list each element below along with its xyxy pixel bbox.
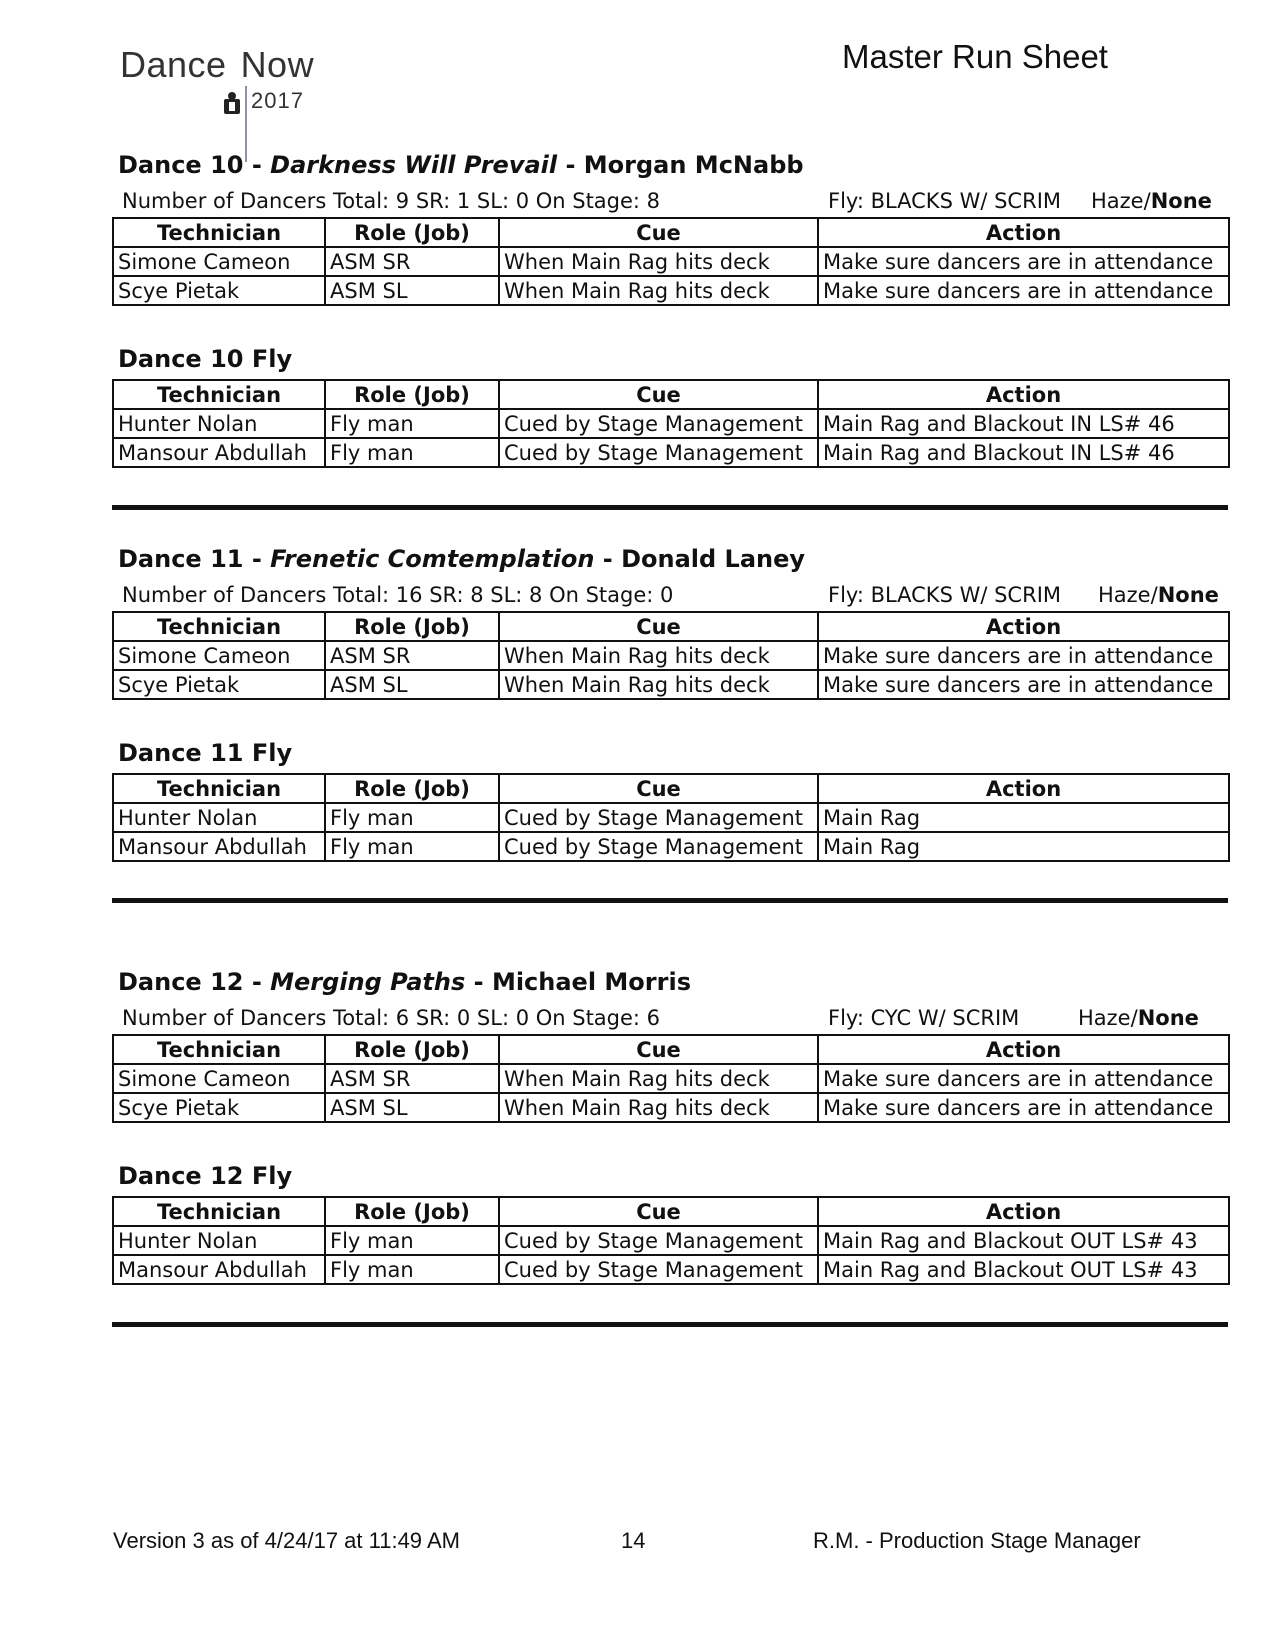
- dance-info-row: [122, 1006, 1227, 1034]
- crew-table: [112, 611, 1230, 700]
- cell-action: Main Rag and Blackout OUT LS# 43: [818, 1255, 1229, 1284]
- col-cue: Cue: [499, 1035, 818, 1064]
- cell-cue: When Main Rag hits deck: [499, 247, 818, 276]
- table-row: [113, 409, 1229, 438]
- fly-table: [112, 773, 1230, 862]
- col-technician: Technician: [113, 1035, 325, 1064]
- cell-role: Fly man: [325, 438, 499, 467]
- dance-work-title: Frenetic Comtemplation: [270, 545, 595, 573]
- cell-action: Make sure dancers are in attendance: [818, 641, 1229, 670]
- dance-title: [118, 968, 691, 996]
- cell-cue: Cued by Stage Management: [499, 803, 818, 832]
- table-header-row: [113, 1197, 1229, 1226]
- cell-technician: Scye Pietak: [113, 276, 325, 305]
- table-row: [113, 1064, 1229, 1093]
- cell-role: Fly man: [325, 1255, 499, 1284]
- col-cue: Cue: [499, 1197, 818, 1226]
- cell-technician: Mansour Abdullah: [113, 1255, 325, 1284]
- cell-role: Fly man: [325, 803, 499, 832]
- section-divider: [112, 505, 1228, 510]
- col-action: Action: [818, 1197, 1229, 1226]
- logo-name: [120, 44, 314, 86]
- dance-choreographer: - Morgan McNabb: [565, 151, 804, 179]
- cell-cue: Cued by Stage Management: [499, 1226, 818, 1255]
- col-role: Role (Job): [325, 774, 499, 803]
- logo-mark-icon: [222, 90, 242, 116]
- table-row: [113, 832, 1229, 861]
- cell-cue: When Main Rag hits deck: [499, 1093, 818, 1122]
- cell-action: Make sure dancers are in attendance: [818, 1093, 1229, 1122]
- dancer-counts: Number of Dancers Total: 6 SR: 0 SL: 0 On Stage: 6: [122, 1006, 661, 1030]
- cell-technician: Simone Cameon: [113, 1064, 325, 1093]
- fly-table: [112, 379, 1230, 468]
- table-row: [113, 670, 1229, 699]
- cell-role: Fly man: [325, 409, 499, 438]
- cell-role: ASM SL: [325, 1093, 499, 1122]
- cell-cue: Cued by Stage Management: [499, 832, 818, 861]
- cell-action: Main Rag and Blackout IN LS# 46: [818, 438, 1229, 467]
- cell-cue: When Main Rag hits deck: [499, 641, 818, 670]
- footer-page-number: 14: [621, 1528, 646, 1553]
- cell-technician: Simone Cameon: [113, 247, 325, 276]
- sheet-title: Master Run Sheet: [842, 38, 1108, 75]
- cell-technician: Scye Pietak: [113, 670, 325, 699]
- col-technician: Technician: [113, 1197, 325, 1226]
- fly-setting: Fly: BLACKS W/ SCRIM: [828, 583, 1061, 607]
- cell-role: ASM SR: [325, 641, 499, 670]
- dance-title: [118, 545, 805, 573]
- dance-work-title: Merging Paths: [270, 968, 466, 996]
- footer-author: R.M. - Production Stage Manager: [813, 1528, 1141, 1553]
- cell-technician: Mansour Abdullah: [113, 832, 325, 861]
- dance-number: Dance 10 -: [118, 151, 262, 179]
- dance-title: [118, 151, 804, 179]
- crew-table: [112, 1034, 1230, 1123]
- crew-table: [112, 217, 1230, 306]
- col-action: Action: [818, 612, 1229, 641]
- fly-section-title: Dance 10 Fly: [118, 345, 293, 373]
- cell-cue: Cued by Stage Management: [499, 438, 818, 467]
- dance-number: Dance 11 -: [118, 545, 262, 573]
- col-cue: Cue: [499, 380, 818, 409]
- logo-name-now: Now: [240, 44, 315, 85]
- cell-technician: Scye Pietak: [113, 1093, 325, 1122]
- cell-action: Main Rag and Blackout IN LS# 46: [818, 409, 1229, 438]
- col-cue: Cue: [499, 218, 818, 247]
- cell-action: Make sure dancers are in attendance: [818, 247, 1229, 276]
- table-row: [113, 1226, 1229, 1255]
- cell-role: Fly man: [325, 1226, 499, 1255]
- table-header-row: [113, 380, 1229, 409]
- col-cue: Cue: [499, 774, 818, 803]
- cell-action: Main Rag: [818, 803, 1229, 832]
- col-technician: Technician: [113, 774, 325, 803]
- cell-action: Make sure dancers are in attendance: [818, 670, 1229, 699]
- col-action: Action: [818, 774, 1229, 803]
- dance-number: Dance 12 -: [118, 968, 262, 996]
- table-header-row: [113, 612, 1229, 641]
- cell-cue: Cued by Stage Management: [499, 1255, 818, 1284]
- col-role: Role (Job): [325, 380, 499, 409]
- fly-setting: Fly: BLACKS W/ SCRIM: [828, 189, 1061, 213]
- cell-cue: When Main Rag hits deck: [499, 1064, 818, 1093]
- cell-cue: When Main Rag hits deck: [499, 276, 818, 305]
- dancer-counts: Number of Dancers Total: 16 SR: 8 SL: 8 On Stage: 0: [122, 583, 674, 607]
- cell-technician: Hunter Nolan: [113, 1226, 325, 1255]
- dancer-counts: Number of Dancers Total: 9 SR: 1 SL: 0 On Stage: 8: [122, 189, 661, 213]
- cell-role: ASM SL: [325, 276, 499, 305]
- dance-choreographer: - Donald Laney: [602, 545, 806, 573]
- col-action: Action: [818, 218, 1229, 247]
- logo-name-dance: Dance: [120, 44, 227, 85]
- footer-version: Version 3 as of 4/24/17 at 11:49 AM: [113, 1528, 460, 1553]
- cell-role: Fly man: [325, 832, 499, 861]
- cell-action: Main Rag: [818, 832, 1229, 861]
- fly-setting: Fly: CYC W/ SCRIM: [828, 1006, 1020, 1030]
- table-header-row: [113, 1035, 1229, 1064]
- fly-section-title: Dance 11 Fly: [118, 739, 293, 767]
- table-row: [113, 641, 1229, 670]
- cell-role: ASM SR: [325, 1064, 499, 1093]
- cell-technician: Mansour Abdullah: [113, 438, 325, 467]
- table-row: [113, 803, 1229, 832]
- table-row: [113, 276, 1229, 305]
- logo-year: 2017: [251, 88, 304, 113]
- table-row: [113, 1255, 1229, 1284]
- dance-now-logo: [120, 44, 330, 124]
- dance-info-row: [122, 189, 1227, 217]
- haze-setting: Haze/None: [1078, 1006, 1199, 1030]
- table-header-row: [113, 774, 1229, 803]
- cell-cue: Cued by Stage Management: [499, 409, 818, 438]
- cell-action: Make sure dancers are in attendance: [818, 1064, 1229, 1093]
- cell-technician: Simone Cameon: [113, 641, 325, 670]
- col-action: Action: [818, 1035, 1229, 1064]
- cell-role: ASM SR: [325, 247, 499, 276]
- col-role: Role (Job): [325, 612, 499, 641]
- fly-table: [112, 1196, 1230, 1285]
- col-technician: Technician: [113, 612, 325, 641]
- dance-choreographer: - Michael Morris: [473, 968, 691, 996]
- table-row: [113, 247, 1229, 276]
- haze-setting: Haze/None: [1091, 189, 1212, 213]
- dance-info-row: [122, 583, 1227, 611]
- col-action: Action: [818, 380, 1229, 409]
- col-technician: Technician: [113, 380, 325, 409]
- table-row: [113, 1093, 1229, 1122]
- haze-setting: Haze/None: [1098, 583, 1219, 607]
- section-divider: [112, 898, 1228, 903]
- cell-action: Main Rag and Blackout OUT LS# 43: [818, 1226, 1229, 1255]
- cell-cue: When Main Rag hits deck: [499, 670, 818, 699]
- table-row: [113, 438, 1229, 467]
- col-cue: Cue: [499, 612, 818, 641]
- table-header-row: [113, 218, 1229, 247]
- col-role: Role (Job): [325, 1035, 499, 1064]
- col-technician: Technician: [113, 218, 325, 247]
- fly-section-title: Dance 12 Fly: [118, 1162, 293, 1190]
- section-divider: [112, 1322, 1228, 1327]
- cell-role: ASM SL: [325, 670, 499, 699]
- dance-work-title: Darkness Will Prevail: [270, 151, 558, 179]
- col-role: Role (Job): [325, 1197, 499, 1226]
- col-role: Role (Job): [325, 218, 499, 247]
- cell-technician: Hunter Nolan: [113, 803, 325, 832]
- cell-action: Make sure dancers are in attendance: [818, 276, 1229, 305]
- cell-technician: Hunter Nolan: [113, 409, 325, 438]
